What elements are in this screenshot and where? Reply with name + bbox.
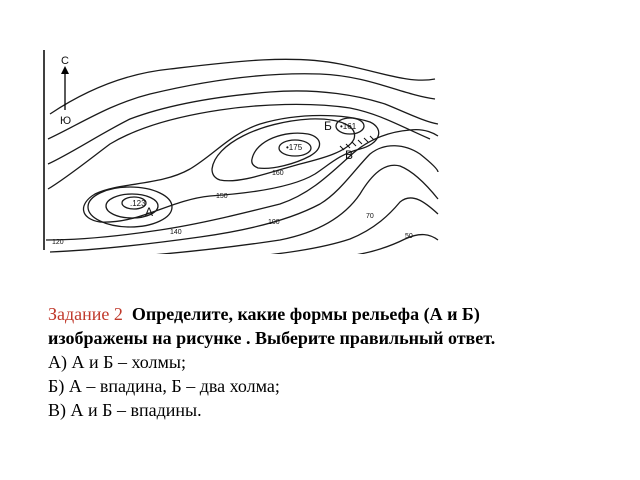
contour-value-120: 120 <box>52 239 64 246</box>
task-question-part-1: Определите, какие формы рельефа (А и Б) <box>131 304 480 324</box>
task-question-line-1 <box>48 302 618 326</box>
answer-option-b: Б) А – впадина, Б – два холма; <box>48 376 280 396</box>
label-v: В <box>345 148 354 162</box>
contour-value-50: 50 <box>405 233 413 240</box>
north-label: С <box>61 55 69 67</box>
contour-value-140: 140 <box>170 229 182 236</box>
answer-option-a: А) А и Б – холмы; <box>48 352 187 372</box>
contour-line <box>48 91 438 164</box>
task-question-line-2: изображены на рисунке . Выберите правильный ответ. <box>48 328 496 348</box>
contour-value-160: 160 <box>272 170 284 177</box>
label-b: Б <box>324 119 332 133</box>
label-a: А <box>145 205 154 219</box>
contour-line <box>48 74 435 139</box>
contour-map-drawing <box>40 44 440 254</box>
contour-value-100: 100 <box>268 219 280 226</box>
answer-option-v: В) А и Б – впадины. <box>48 400 202 420</box>
topographic-map <box>40 44 440 254</box>
contour-value-150: 150 <box>216 193 228 200</box>
contour-line <box>330 235 438 254</box>
contour-value-70: 70 <box>366 213 374 220</box>
elevation-175: •175 <box>286 143 303 152</box>
task-label: Задание 2 <box>48 304 123 324</box>
contour-line <box>50 59 435 114</box>
elevation-161: •161 <box>340 122 357 131</box>
north-arrow-icon <box>61 66 69 74</box>
south-label: Ю <box>60 115 72 127</box>
elevation-123: .123 <box>130 199 146 208</box>
task-block <box>48 302 618 422</box>
contour-line-150 <box>84 116 379 223</box>
